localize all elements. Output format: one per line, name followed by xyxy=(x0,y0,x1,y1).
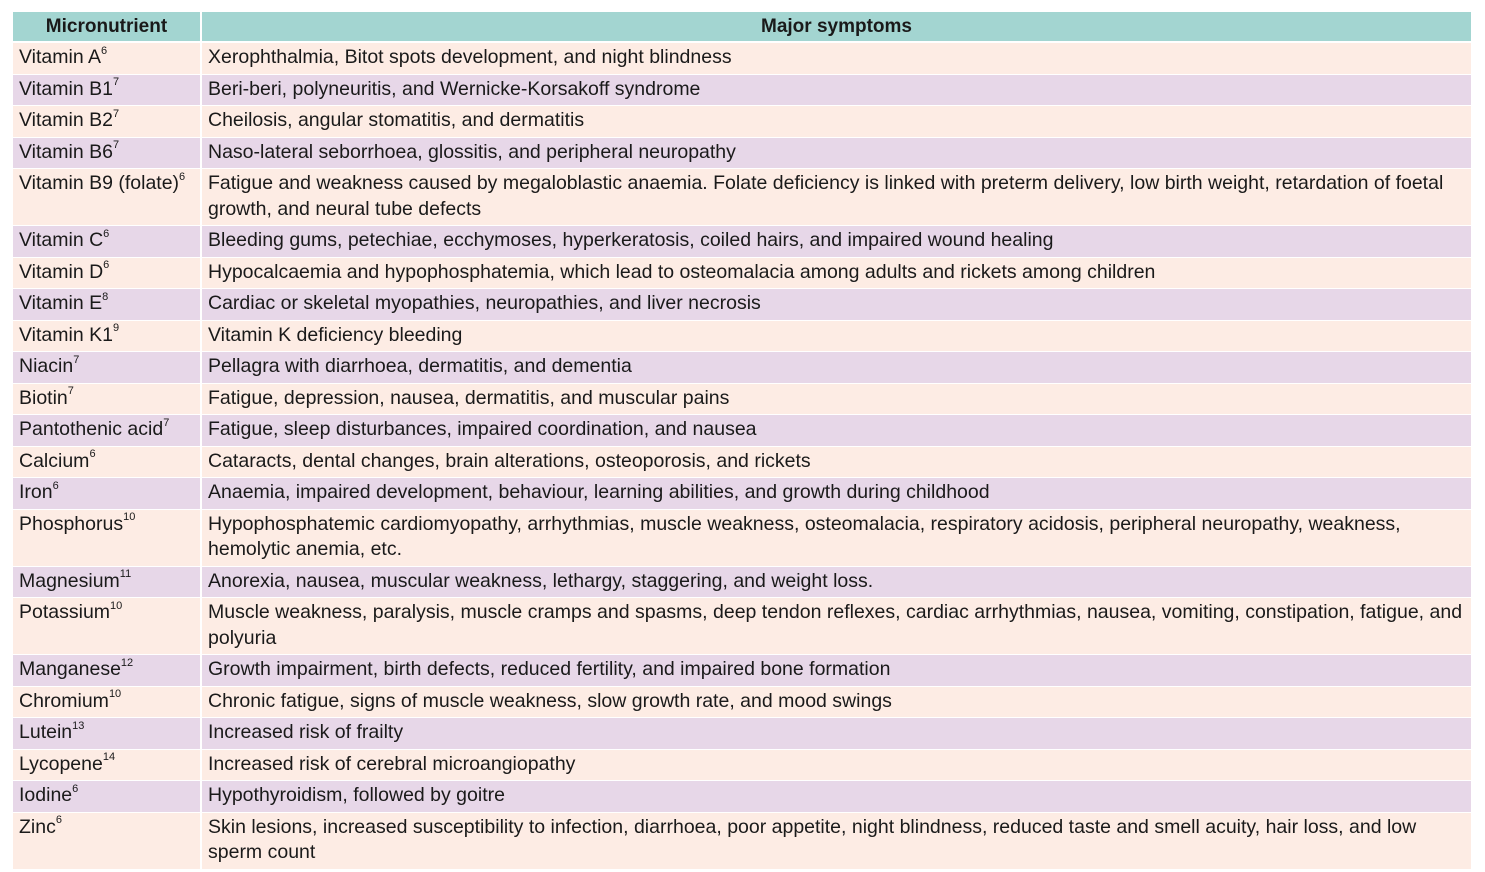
reference-superscript: 6 xyxy=(103,227,110,240)
micronutrient-cell xyxy=(13,718,201,750)
major-symptoms-cell: Hypocalcaemia and hypophosphatemia, which lead to osteomalacia among adults and rickets among children xyxy=(201,257,1471,289)
micronutrient-name: Chromium xyxy=(19,689,109,712)
micronutrient-name: Calcium xyxy=(19,449,90,472)
micronutrient-cell xyxy=(13,781,201,813)
major-symptoms-cell: Fatigue, depression, nausea, dermatitis, and muscular pains xyxy=(201,383,1471,415)
table-row xyxy=(13,352,1471,384)
major-symptoms-cell: Beri-beri, polyneuritis, and Wernicke-Korsakoff syndrome xyxy=(201,74,1471,106)
table-row xyxy=(13,718,1471,750)
major-symptoms-cell: Anaemia, impaired development, behaviour, learning abilities, and growth during childhood xyxy=(201,478,1471,510)
table-row xyxy=(13,509,1471,566)
major-symptoms-cell: Fatigue and weakness caused by megaloblastic anaemia. Folate deficiency is linked with preterm delivery, low birth weight, retardation of foetal growth, and neural tube defects xyxy=(201,169,1471,226)
micronutrient-name: Pantothenic acid xyxy=(19,418,164,440)
micronutrient-name: Vitamin A xyxy=(19,46,102,68)
table-row xyxy=(13,169,1471,226)
micronutrient-cell xyxy=(13,42,201,74)
major-symptoms-cell: Cheilosis, angular stomatitis, and dermatitis xyxy=(201,106,1471,138)
major-symptoms-cell: Hypophosphatemic cardiomyopathy, arrhythmias, muscle weakness, osteomalacia, respiratory acidosis, peripheral neuropathy, weakness, hemolytic anemia, etc. xyxy=(201,509,1471,566)
table-row xyxy=(13,655,1471,687)
table-body xyxy=(13,42,1471,869)
micronutrient-table xyxy=(13,12,1471,870)
micronutrient-cell xyxy=(13,289,201,321)
micronutrient-cell xyxy=(13,106,201,138)
table-header xyxy=(13,12,1471,42)
reference-superscript: 7 xyxy=(163,416,170,429)
table-row xyxy=(13,566,1471,598)
micronutrient-name: Zinc xyxy=(19,815,56,838)
micronutrient-name: Iodine xyxy=(19,784,73,806)
major-symptoms-cell: Increased risk of cerebral microangiopathy xyxy=(201,749,1471,781)
micronutrient-name: Phosphorus xyxy=(19,512,124,535)
micronutrient-cell xyxy=(13,226,201,258)
micronutrient-cell xyxy=(13,352,201,384)
reference-superscript: 8 xyxy=(102,290,109,303)
column-header-micronutrient: Micronutrient xyxy=(13,12,201,42)
micronutrient-cell xyxy=(13,509,201,566)
reference-superscript: 14 xyxy=(102,751,116,763)
reference-superscript: 7 xyxy=(112,107,120,120)
reference-superscript: 6 xyxy=(179,170,186,183)
table-row xyxy=(13,781,1471,813)
table-row xyxy=(13,415,1471,447)
table-row xyxy=(13,320,1471,352)
micronutrient-cell xyxy=(13,137,201,169)
micronutrient-cell xyxy=(13,446,201,478)
major-symptoms-cell: Hypothyroidism, followed by goitre xyxy=(201,781,1471,813)
micronutrient-cell xyxy=(13,655,201,687)
table-row xyxy=(13,137,1471,169)
table-row xyxy=(13,812,1471,869)
micronutrient-name: Niacin xyxy=(19,355,74,377)
major-symptoms-cell: Growth impairment, birth defects, reduced fertility, and impaired bone formation xyxy=(201,655,1471,687)
micronutrient-name: Lutein xyxy=(19,721,73,743)
table-row xyxy=(13,226,1471,258)
reference-superscript: 6 xyxy=(55,814,62,826)
reference-superscript: 6 xyxy=(52,479,59,492)
micronutrient-name: Lycopene xyxy=(19,752,103,775)
reference-superscript: 10 xyxy=(110,599,123,612)
table-row xyxy=(13,446,1471,478)
reference-superscript: 7 xyxy=(73,353,80,366)
micronutrient-cell xyxy=(13,478,201,510)
header-row xyxy=(13,12,1471,42)
micronutrient-cell xyxy=(13,320,201,352)
micronutrient-cell xyxy=(13,566,201,598)
reference-superscript: 6 xyxy=(89,448,96,460)
micronutrient-cell xyxy=(13,169,201,226)
reference-superscript: 11 xyxy=(119,568,132,580)
reference-superscript: 12 xyxy=(120,656,134,669)
micronutrient-name: Vitamin B1 xyxy=(19,77,113,100)
reference-superscript: 6 xyxy=(101,44,108,57)
table-row xyxy=(13,749,1471,781)
column-header-major-symptoms: Major symptoms xyxy=(201,12,1471,42)
micronutrient-cell xyxy=(13,749,201,781)
major-symptoms-cell: Bleeding gums, petechiae, ecchymoses, hyperkeratosis, coiled hairs, and impaired wound healing xyxy=(201,226,1471,258)
reference-superscript: 9 xyxy=(112,322,120,334)
major-symptoms-cell: Increased risk of frailty xyxy=(201,718,1471,750)
micronutrient-name: Vitamin K1 xyxy=(19,323,113,346)
micronutrient-name: Magnesium xyxy=(19,569,120,592)
table-row xyxy=(13,74,1471,106)
table-row xyxy=(13,289,1471,321)
micronutrient-name: Vitamin B2 xyxy=(19,109,113,131)
table-row xyxy=(13,383,1471,415)
reference-superscript: 10 xyxy=(108,688,122,700)
micronutrient-cell xyxy=(13,415,201,447)
micronutrient-name: Vitamin E xyxy=(19,292,103,314)
micronutrient-cell xyxy=(13,686,201,718)
micronutrient-name: Vitamin D xyxy=(19,260,104,283)
major-symptoms-cell: Cardiac or skeletal myopathies, neuropathies, and liver necrosis xyxy=(201,289,1471,321)
micronutrient-name: Vitamin B6 xyxy=(19,140,113,163)
reference-superscript: 10 xyxy=(123,511,136,523)
reference-superscript: 7 xyxy=(112,139,120,151)
major-symptoms-cell: Anorexia, nausea, muscular weakness, lethargy, staggering, and weight loss. xyxy=(201,566,1471,598)
major-symptoms-cell: Skin lesions, increased susceptibility to infection, diarrhoea, poor appetite, night blindness, reduced taste and smell acuity, hair loss, and low sperm count xyxy=(201,812,1471,869)
reference-superscript: 7 xyxy=(112,76,120,88)
major-symptoms-cell: Pellagra with diarrhoea, dermatitis, and dementia xyxy=(201,352,1471,384)
micronutrient-name: Biotin xyxy=(19,386,68,409)
major-symptoms-cell: Xerophthalmia, Bitot spots development, and night blindness xyxy=(201,42,1471,74)
table-row xyxy=(13,686,1471,718)
major-symptoms-cell: Naso-lateral seborrhoea, glossitis, and peripheral neuropathy xyxy=(201,137,1471,169)
micronutrient-table-container xyxy=(13,12,1471,870)
micronutrient-cell xyxy=(13,257,201,289)
reference-superscript: 6 xyxy=(103,259,110,271)
major-symptoms-cell: Fatigue, sleep disturbances, impaired coordination, and nausea xyxy=(201,415,1471,447)
major-symptoms-cell: Vitamin K deficiency bleeding xyxy=(201,320,1471,352)
micronutrient-name: Vitamin C xyxy=(19,229,104,251)
major-symptoms-cell: Cataracts, dental changes, brain alterations, osteoporosis, and rickets xyxy=(201,446,1471,478)
table-row xyxy=(13,257,1471,289)
reference-superscript: 7 xyxy=(67,385,74,397)
micronutrient-cell xyxy=(13,598,201,655)
micronutrient-name: Potassium xyxy=(19,601,111,623)
major-symptoms-cell: Muscle weakness, paralysis, muscle cramps and spasms, deep tendon reflexes, cardiac arrhythmias, nausea, vomiting, constipation, fatigue, and polyuria xyxy=(201,598,1471,655)
table-row xyxy=(13,106,1471,138)
major-symptoms-cell: Chronic fatigue, signs of muscle weakness, slow growth rate, and mood swings xyxy=(201,686,1471,718)
table-row xyxy=(13,42,1471,74)
micronutrient-name: Vitamin B9 (folate) xyxy=(19,172,180,194)
micronutrient-cell xyxy=(13,74,201,106)
table-row xyxy=(13,598,1471,655)
table-row xyxy=(13,478,1471,510)
reference-superscript: 6 xyxy=(72,782,79,795)
micronutrient-name: Manganese xyxy=(19,658,121,680)
reference-superscript: 13 xyxy=(72,719,85,732)
micronutrient-name: Iron xyxy=(19,481,53,503)
micronutrient-cell xyxy=(13,383,201,415)
micronutrient-cell xyxy=(13,812,201,869)
